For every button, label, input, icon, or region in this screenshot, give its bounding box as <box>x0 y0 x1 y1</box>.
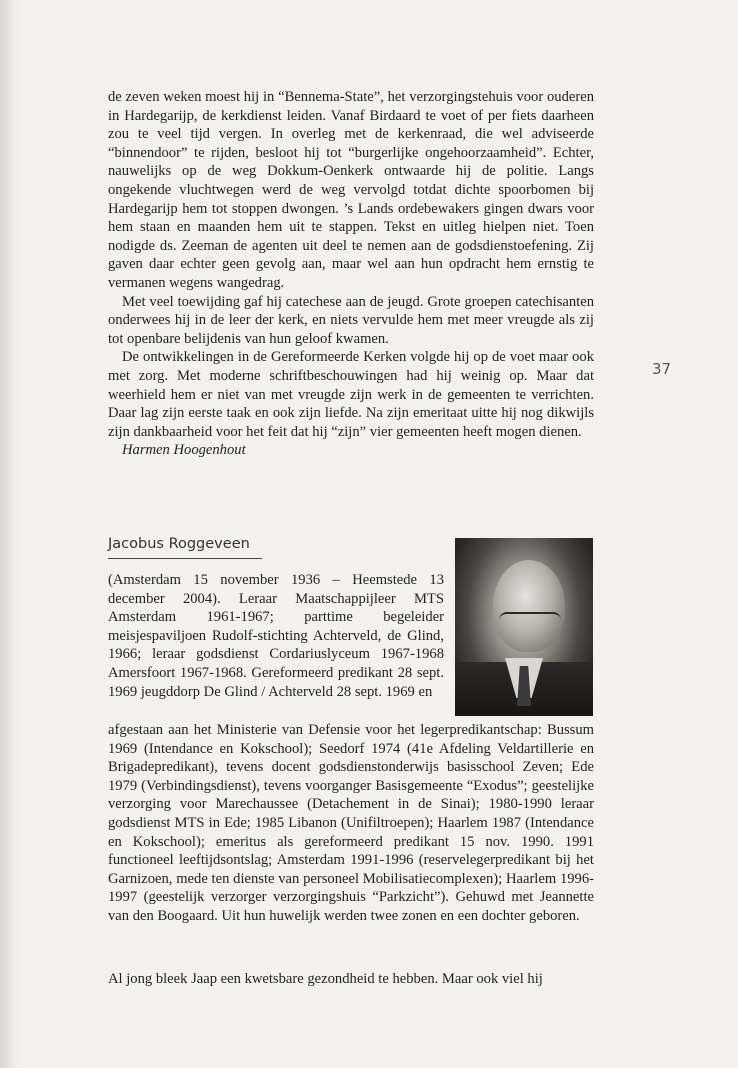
page-spine-shadow <box>0 0 22 1068</box>
page-number: 37 <box>652 360 672 378</box>
portrait-glasses <box>499 612 561 628</box>
portrait-photo <box>455 538 593 716</box>
author-signature: Harmen Hoogenhout <box>122 442 246 459</box>
closing-paragraph: Al jong bleek Jaap een kwetsbare gezondheid te hebben. Maar ook viel hij <box>108 971 543 987</box>
portrait-head <box>493 560 565 652</box>
heading-underline <box>108 558 262 559</box>
paragraph: Met veel toewijding gaf hij catechese aan de jeugd. Grote groepen catechisanten onderwees hij in de leer der kerk, en niets vervulde hem met meer vreugde als zij tot openbare belijdenis van hun geloof kwamen. <box>108 293 594 347</box>
bio-details-narrow: (Amsterdam 15 november 1936 – Heemstede 13 december 2004). Leraar Maatschappijleer MTS Amsterdam 1961-1967; parttime begeleider meisjespaviljoen Rudolf-stichting Achterveld, de Glind, 1966; leraar godsdienst Cordariuslyceum 1967-1968 Amersfoort 1967-1968. Gereformeerd predikant 28 sept. 1969 jeugddorp De Glind / Achterveld 28 sept. 1969 en <box>108 572 444 700</box>
paragraph: De ontwikkelingen in de Gereformeerde Kerken volgde hij op de voet maar ook met zorg. Met moderne schriftbeschouwingen had hij weinig op. Maar dat weerhield hem er niet van met vreugde zijn werk in de gemeenten te verrichten. Daar lag zijn eerste taak en ook zijn liefde. Na zijn emeritaat uitte hij nog dikwijls zijn dankbaarheid voor het feit dat hij “zijn” vier gemeenten heeft mogen dienen. <box>108 349 594 440</box>
article-text <box>108 88 594 460</box>
paragraph: de zeven weken moest hij in “Bennema-State”, het verzorgingstehuis voor ouderen in Hardegarijp, de kerkdienst leiden. Vanaf Birdaard te voet of per fiets daarheen zou te veel tijd vergen. In overleg met de kerkenraad, die wel adviseerde “binnendoor” te rijden, besloot hij tot “burgerlijke ongehoorzaamheid”. Echter, nauwelijks op de weg Dokkum-Oenkerk ontwaarde hij de politie. Langs ongekende vluchtwegen werd de weg vervolgd totdat dichte spoorbomen bij Hardegarijp hem tot stoppen dwongen. ’s Lands ordebewakers gingen dwars voor hem staan en maanden hem uit te stappen. Tekst en uitleg hielpen niet. Toen nodigde ds. Zeeman de agenten uit deel te nemen aan de godsdienstoefening. Zij gaven daar echter geen gevolg aan, maar wel aan hun opdracht hem ernstig te vermanen wegens wangedrag. <box>108 89 594 291</box>
bio-details-wide: afgestaan aan het Ministerie van Defensie voor het legerpredikantschap: Bussum 1969 (Intendance en Kokschool); Seedorf 1974 (41e Afdeling Veldartillerie en Brigadepredikant), tevens docent godsdienstonderwijs basisschool Zeven; Ede 1979 (Verbindingsdienst), tevens voorganger Basisgemeente “Exodus”; geestelijke verzorging voor Marechaussee (Detachement in de Sinai); 1980-1990 leraar godsdienst MTS in Ede; 1985 Libanon (Unifiltroepen); Haarlem 1987 (Intendance en Kokschool); emeritus als gereformeerd predikant 15 nov. 1990. 1991 functioneel leeftijdsontslag; Amsterdam 1991-1996 (reservelegerpredikant bij het Garnizoen, mede ten dienste van personeel Mobilisatiecomplexen); Haarlem 1996-1997 (geestelijk verzorger verzorgingshuis “Parkzicht”). Gehuwd met Jeannette van den Boogaard. Uit hun huwelijk werden twee zonen en een dochter geboren. <box>108 722 594 924</box>
bio-heading: Jacobus Roggeveen <box>108 536 250 552</box>
